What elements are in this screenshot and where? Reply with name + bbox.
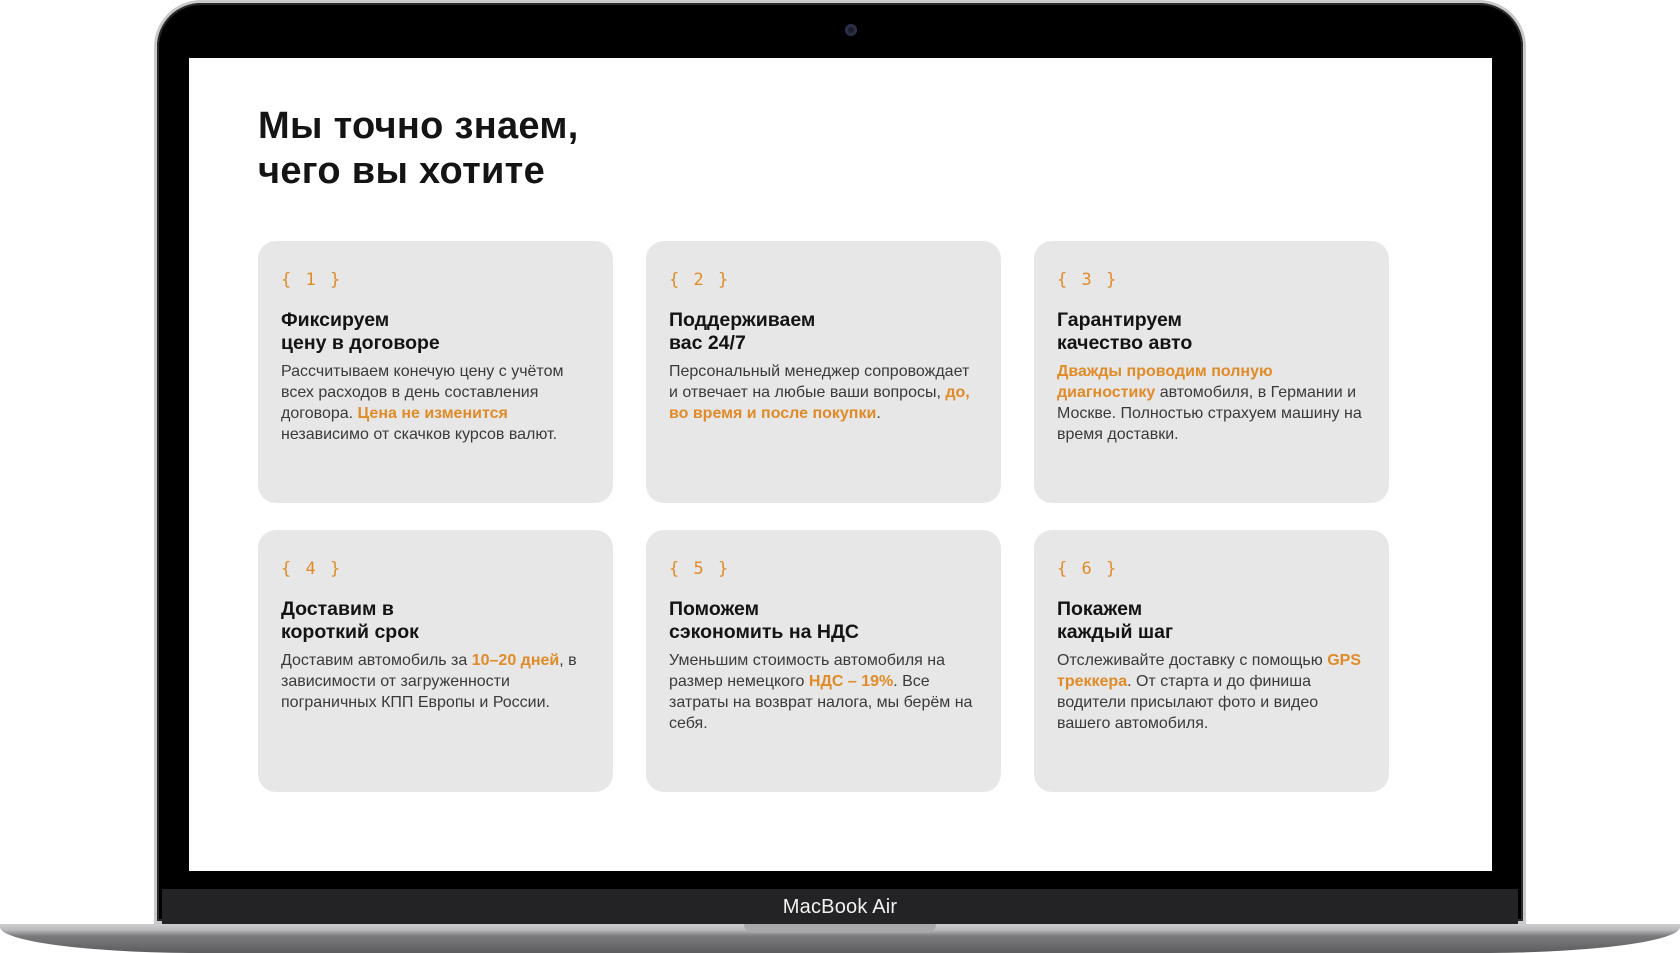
- card-text: Рассчитываем конечую цену с учётом всех расходов в день составления договора. Цена не изменится независимо от скачков курсов валют.: [281, 363, 564, 443]
- card-title: Поддерживаем вас 24/7: [669, 309, 816, 354]
- screen: [189, 58, 1492, 871]
- card-title: Фиксируем цену в договоре: [281, 309, 440, 354]
- feature-card-6: [1034, 530, 1389, 792]
- feature-card-2: [646, 241, 1001, 503]
- card-title: Покажем каждый шаг: [1057, 598, 1174, 643]
- page-title: [258, 104, 579, 194]
- card-number: { 2 }: [669, 270, 731, 290]
- bottom-bezel: [162, 889, 1518, 925]
- feature-card-5: [646, 530, 1001, 792]
- laptop-notch: [744, 924, 936, 933]
- card-number: { 6 }: [1057, 559, 1119, 579]
- card-text: Дважды проводим полную диагностику автомобиля, в Германии и Москве. Полностью страхуем машину на время доставки.: [1057, 363, 1362, 443]
- card-number: { 4 }: [281, 559, 343, 579]
- card-number: { 5 }: [669, 559, 731, 579]
- card-text-highlight: Цена не изменится: [357, 405, 508, 422]
- card-number: { 3 }: [1057, 270, 1119, 290]
- card-text: Персональный менеджер сопровождает и отвечает на любые ваши вопросы, до, во время и после покупки.: [669, 363, 970, 422]
- card-text-highlight: НДС – 19%: [808, 673, 894, 690]
- card-text: Доставим автомобиль за 10–20 дней, в зависимости от загруженности пограничных КПП Европы и России.: [281, 652, 577, 711]
- card-title: Поможем сэкономить на НДС: [669, 598, 859, 643]
- feature-card-4: [258, 530, 613, 792]
- card-title: Гарантируем качество авто: [1057, 309, 1193, 354]
- card-text-highlight: Дважды проводим полную диагностику: [1057, 363, 1273, 401]
- page-title-line-1: Мы точно знаем,: [258, 105, 579, 147]
- feature-card-1: [258, 241, 613, 503]
- feature-card-3: [1034, 241, 1389, 503]
- page-title-line-2: чего вы хотите: [258, 150, 546, 192]
- card-title: Доставим в короткий срок: [281, 598, 419, 643]
- card-number: { 1 }: [281, 270, 343, 290]
- card-text-highlight: до, во время и после покупки: [669, 384, 970, 422]
- card-text-highlight: 10–20 дней: [471, 652, 560, 669]
- card-text-highlight: GPS треккера: [1057, 652, 1361, 690]
- camera-icon: [845, 24, 857, 36]
- card-text: Отслеживайте доставку с помощью GPS треккера. От старта и до финиша водители присылают фото и видео вашего автомобиля.: [1057, 652, 1361, 732]
- model-label: MacBook Air: [782, 896, 898, 918]
- card-text: Уменьшим стоимость автомобиля на размер немецкого НДС – 19%. Все затраты на возврат налога, мы берём на себя.: [669, 652, 973, 732]
